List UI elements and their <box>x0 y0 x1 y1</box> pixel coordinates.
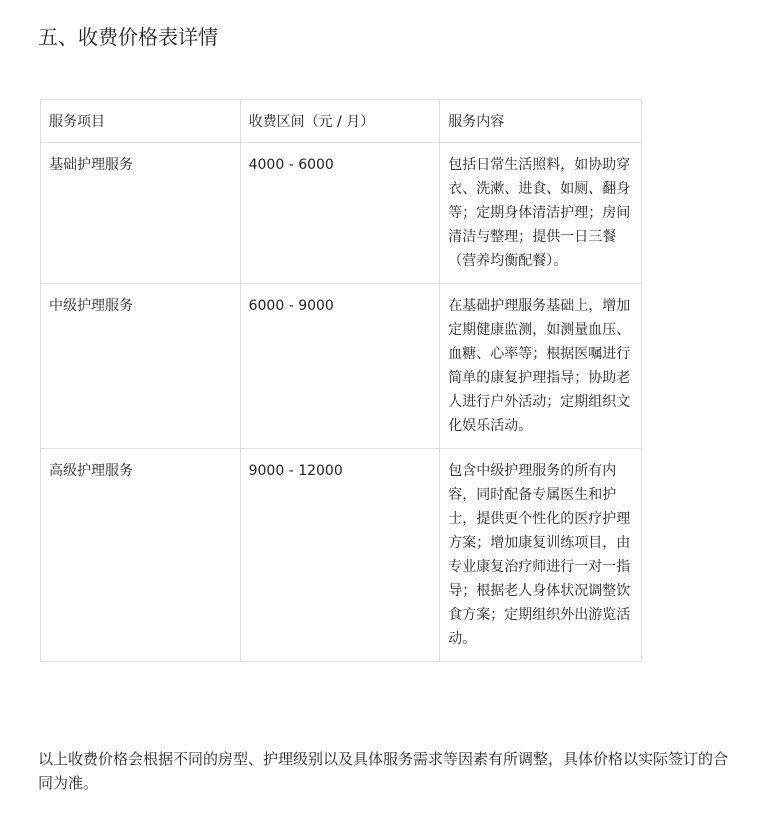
table-row <box>41 449 642 662</box>
table-row <box>41 143 642 284</box>
price-range-cell: 6000 - 9000 <box>240 284 440 449</box>
table-header-row <box>41 100 642 143</box>
price-range-cell: 4000 - 6000 <box>240 143 440 284</box>
service-content-cell: 包含中级护理服务的所有内容，同时配备专属医生和护士，提供更个性化的医疗护理方案；增加康复训练项目，由专业康复治疗师进行一对一指导；根据老人身体状况调整饮食方案；定期组织外出游览活动。 <box>440 449 642 662</box>
header-service-item: 服务项目 <box>41 100 241 143</box>
section-title: 五、收费价格表详情 <box>38 25 218 49</box>
service-name-cell: 基础护理服务 <box>41 143 241 284</box>
header-service-content: 服务内容 <box>440 100 642 143</box>
service-name-cell: 高级护理服务 <box>41 449 241 662</box>
footer-note: 以上收费价格会根据不同的房型、护理级别以及具体服务需求等因素有所调整，具体价格以实际签订的合同为准。 <box>38 750 729 792</box>
service-content-cell: 在基础护理服务基础上，增加定期健康监测，如测量血压、血糖、心率等；根据医嘱进行简单的康复护理指导；协助老人进行户外活动；定期组织文化娱乐活动。 <box>440 284 642 449</box>
service-content-cell: 包括日常生活照料，如协助穿衣、洗漱、进食、如厕、翻身等；定期身体清洁护理；房间清洁与整理；提供一日三餐（营养均衡配餐）。 <box>440 143 642 284</box>
service-name-cell: 中级护理服务 <box>41 284 241 449</box>
table-row <box>41 284 642 449</box>
header-price-range: 收费区间（元 / 月） <box>240 100 440 143</box>
price-range-cell: 9000 - 12000 <box>240 449 440 662</box>
price-table <box>40 99 642 662</box>
